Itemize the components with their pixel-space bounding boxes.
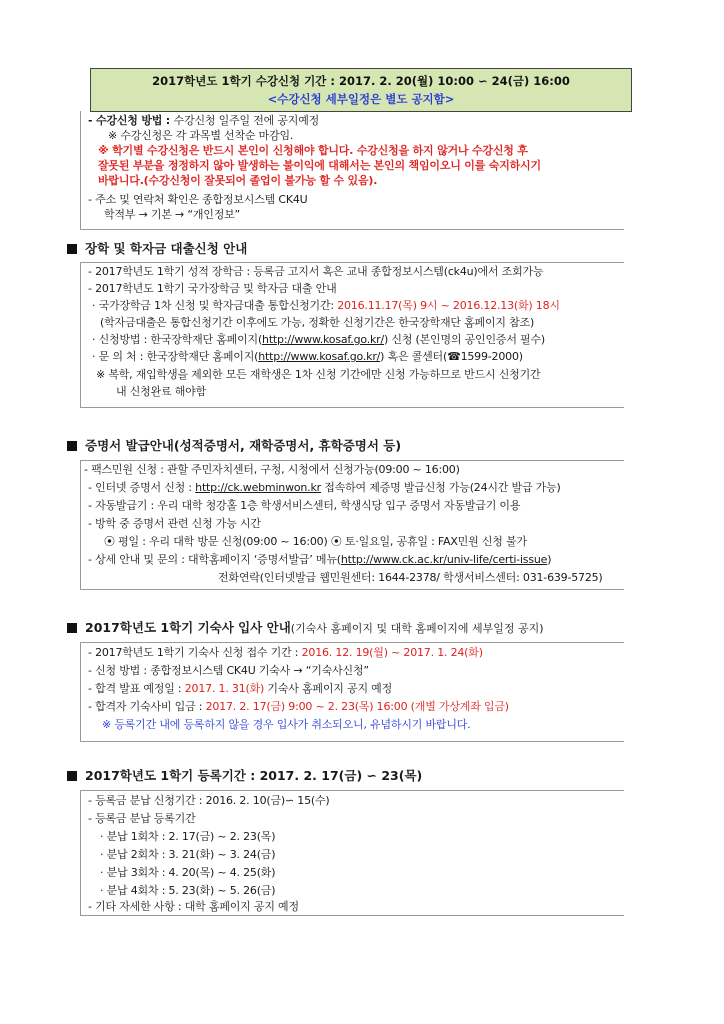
header-subtitle: <수강신청 세부일정은 별도 공지함> xyxy=(267,92,455,106)
intro-warning-1: ※ 학기별 수강신청은 반드시 본인이 신청해야 합니다. 수강신청을 하지 않거나 수강신청 후 xyxy=(98,144,528,157)
certificate-line-6: - 상세 안내 및 문의 : 대학홈페이지 ‘증명서발급’ 메뉴(http://www.ck.ac.kr/univ-life/certi-issue) xyxy=(88,553,552,566)
scholarship-line-6: · 문 의 처 : 한국장학재단 홈페이지(http://www.kosaf.go.kr/) 혹은 콜센터(☎1599-2000) xyxy=(92,350,523,363)
scholarship-line-5: · 신청방법 : 한국장학재단 홈페이지(http://www.kosaf.go.kr/) 신청 (본인명의 공인인증서 필수) xyxy=(92,333,545,346)
scholarship-line-3: · 국가장학금 1차 신청 및 학자금대출 통합신청기간: 2016.11.17(목) 9시 ~ 2016.12.13(화) 18시 xyxy=(92,299,560,312)
square-bullet-icon xyxy=(67,771,77,781)
square-bullet-icon xyxy=(67,244,77,254)
registration-period-header xyxy=(90,68,632,112)
tuition-installment-1: · 분납 1회차 : 2. 17(금) ~ 2. 23(목) xyxy=(100,830,276,843)
dorm-line-1: - 2017학년도 1학기 기숙사 신청 접수 기간 : 2016. 12. 19(월) ~ 2017. 1. 24(화) xyxy=(88,646,483,659)
scholarship-line-1: - 2017학년도 1학기 성적 장학금 : 등록금 고지서 혹은 교내 종합정보시스템(ck4u)에서 조회가능 xyxy=(88,265,544,278)
dorm-section-title: 2017학년도 1학기 기숙사 입사 안내(기숙사 홈페이지 및 대학 홈페이지에 세부일정 공지) xyxy=(67,620,544,637)
tuition-installment-4: · 분납 4회차 : 5. 23(화) ~ 5. 26(금) xyxy=(100,884,276,897)
dorm-line-5: ※ 등록기간 내에 등록하지 않을 경우 입사가 취소되오니, 유념하시기 바랍니다. xyxy=(102,718,471,731)
scholarship-line-8: 내 신청완료 해야함 xyxy=(116,385,207,398)
certificate-section-title: 증명서 발급안내(성적증명서, 재학증명서, 휴학증명서 등) xyxy=(67,438,401,454)
kosaf-link[interactable]: http://www.kosaf.go.kr/ xyxy=(262,333,384,346)
dorm-line-4: - 합격자 기숙사비 입금 : 2017. 2. 17(금) 9:00 ~ 2. 23(목) 16:00 (개별 가상계좌 입금) xyxy=(88,700,509,713)
intro-warning-3: 바랍니다.(수강신청이 잘못되어 졸업이 불가능 할 수 있음). xyxy=(98,174,378,187)
intro-note-line: ※ 수강신청은 각 과목별 선착순 마감임. xyxy=(108,129,294,142)
square-bullet-icon xyxy=(67,623,77,633)
intro-warning-2: 잘못된 부분을 정정하지 않아 발생하는 불이익에 대해서는 본인의 책임이오니 이를 숙지하시기 xyxy=(98,159,541,172)
tuition-installment-2: · 분납 2회차 : 3. 21(화) ~ 3. 24(금) xyxy=(100,848,276,861)
intro-address-line: - 주소 및 연락처 확인은 종합정보시스템 CK4U xyxy=(88,193,308,206)
tuition-section-title: 2017학년도 1학기 등록기간 : 2017. 2. 17(금) ∽ 23(목) xyxy=(67,768,422,784)
intro-method-line: - 수강신청 방법 : 수강신청 일주일 전에 공지예정 xyxy=(88,114,320,127)
webminwon-link[interactable]: http://ck.webminwon.kr xyxy=(195,481,321,494)
tuition-installment-3: · 분납 3회차 : 4. 20(목) ~ 4. 25(화) xyxy=(100,866,276,879)
header-title: 2017학년도 1학기 수강신청 기간 : 2017. 2. 20(월) 10:00 ∽ 24(금) 16:00 xyxy=(152,74,570,88)
kosaf-link-2[interactable]: http://www.kosaf.go.kr/ xyxy=(258,350,381,363)
certificate-line-2: - 인터넷 증명서 신청 : http://ck.webminwon.kr 접속하여 제증명 발급신청 가능(24시간 발급 가능) xyxy=(88,481,561,494)
certificate-line-5: ⦿ 평일 : 우리 대학 방문 신청(09:00 ~ 16:00) ⦿ 토·일요일, 공휴일 : FAX민원 신청 불가 xyxy=(104,535,527,548)
intro-path-line: 학적부 → 기본 → “개인정보” xyxy=(104,208,241,221)
certificate-line-7: 전화연락(인터넷발급 웹민원센터: 1644-2378/ 학생서비스센터: 031-639-5725) xyxy=(218,571,603,584)
tuition-line-2: - 등록금 분납 등록기간 xyxy=(88,812,196,825)
dorm-line-2: - 신청 방법 : 종합정보시스템 CK4U 기숙사 → “기숙사신청” xyxy=(88,664,369,677)
ck-certi-issue-link[interactable]: http://www.ck.ac.kr/univ-life/certi-issue xyxy=(340,553,548,566)
tuition-line-1: - 등록금 분납 신청기간 : 2016. 2. 10(금)∽ 15(수) xyxy=(88,794,330,807)
certificate-line-1: - 팩스민원 신청 : 관할 주민자치센터, 구청, 시청에서 신청가능(09:00 ~ 16:00) xyxy=(84,463,460,476)
scholarship-line-2: - 2017학년도 1학기 국가장학금 및 학자금 대출 안내 xyxy=(88,282,337,295)
certificate-line-3: - 자동발급기 : 우리 대학 청강홀 1층 학생서비스센터, 학생식당 입구 증명서 자동발급기 이용 xyxy=(88,499,521,512)
scholarship-section-title: 장학 및 학자금 대출신청 안내 xyxy=(67,241,247,257)
square-bullet-icon xyxy=(67,441,77,451)
certificate-line-4: - 방학 중 증명서 관련 신청 가능 시간 xyxy=(88,517,261,530)
tuition-line-7: - 기타 자세한 사항 : 대학 홈페이지 공지 예정 xyxy=(88,900,299,913)
dorm-line-3: - 합격 발표 예정일 : 2017. 1. 31(화) 기숙사 홈페이지 공지 예정 xyxy=(88,682,393,695)
scholarship-line-7: ※ 복학, 재입학생을 제외한 모든 재학생은 1차 신청 기간에만 신청 가능하므로 반드시 신청기간 xyxy=(96,368,541,381)
scholarship-line-4: (학자금대출은 통합신청기간 이후에도 가능, 정확한 신청기간은 한국장학재단 홈페이지 참조) xyxy=(100,316,535,329)
